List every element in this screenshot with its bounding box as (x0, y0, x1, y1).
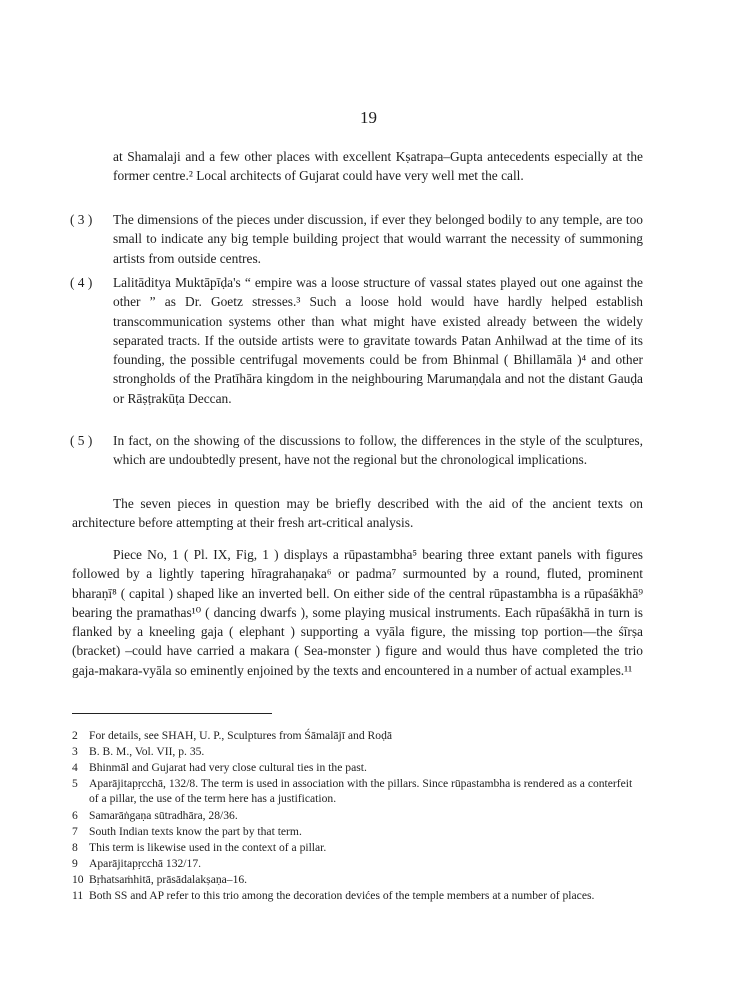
piece-one-paragraph: Piece No, 1 ( Pl. IX, Fig, 1 ) displays a rūpastambha⁵ bearing three extant panels with figures followed by a lightly tapering hīragrahaṇaka⁶ or padma⁷ surmounted by a round, fluted, prominent bharaṇī⁸ ( capital ) shaped like an inverted bell. On either side of the central rūpastambha is a rūpaśākhā⁹ bearing the pramathas¹⁰ ( dancing dwarfs ), some playing musical instruments. Each rūpaśākhā in turn is flanked by a kneeling gaja ( elephant ) supporting a vyāla figure, the missing top portion—the śīrṣa (bracket) –could have carried a makara ( Sea-monster ) figure and would thus have completed the trio gaja-makara-vyāla so eminently enjoined by the texts and encountered in a number of actual examples.¹¹ (72, 547, 643, 678)
list-item-number-4: ( 4 ) (70, 275, 93, 290)
intro-paragraph: at Shamalaji and a few other places with excellent Kṣatrapa–Gupta antecedents especially at the former centre.² Local architects of Gujarat could have very well met the call. (113, 149, 643, 184)
footnote-text: This term is likewise used in the context of a pillar. (89, 841, 327, 854)
footnote-number: 7 (72, 825, 78, 838)
footnote-number: 2 (72, 729, 78, 742)
footnote-number: 10 (72, 873, 84, 886)
list-item-text-4: Lalitāditya Muktāpīḍa's “ empire was a loose structure of vassal states played out one against the other ” as Dr. Goetz stresses.³ Such a loose hold would have hardly helped establish transcommunication systems other than what might have existed already between the widely separated tracts. If the outside artists were to gravitate towards Patan Anhilwad at the time of its founding, the possible centrifugal movements could be from Bhinmal ( Bhillamāla )⁴ and other strongholds of the Pratīhāra kingdom in the neighbouring Marumaṇḍala and not the distant Gauḍa or Rāṣṭrakūṭa Deccan. (113, 275, 643, 406)
page-number: 19 (360, 108, 377, 127)
list-item-number-5: ( 5 ) (70, 433, 93, 448)
footnote-text: Samarāṅgaṇa sūtradhāra, 28/36. (89, 809, 238, 822)
footnote-text: Aparājitapṛcchā, 132/8. The term is used in association with the pillars. Since rūpastambha is rendered as a conterfeit of a pillar, the use of the term here has a justification. (89, 777, 633, 806)
footnote-number: 11 (72, 889, 84, 902)
footnote-divider (72, 713, 272, 714)
footnote-number: 4 (72, 761, 78, 774)
footnote-text: Bṛhatsaṁhitā, prāsādalakṣaṇa–16. (89, 873, 248, 886)
footnote-number: 3 (72, 745, 78, 758)
footnote-text: Bhinmāl and Gujarat had very close cultural ties in the past. (89, 761, 367, 774)
footnote-text: South Indian texts know the part by that term. (89, 825, 302, 838)
footnote-number: 6 (72, 809, 78, 822)
list-item-text-3: The dimensions of the pieces under discussion, if ever they belonged bodily to any temple, are too small to indicate any big temple building project that would warrant the necessity of summoning artists from outside centres. (113, 212, 643, 266)
list-item-text-5: In fact, on the showing of the discussions to follow, the differences in the style of the sculptures, which are undoubtedly present, have not the regional but the chronological implications. (113, 433, 643, 468)
seven-pieces-paragraph: The seven pieces in question may be briefly described with the aid of the ancient texts on architecture before attempting at their fresh art-critical analysis. (72, 496, 643, 531)
footnote-number: 8 (72, 841, 78, 854)
footnote-text: For details, see SHAH, U. P., Sculptures from Śāmalājī and Roḍā (89, 729, 393, 742)
footnote-text: Both SS and AP refer to this trio among the decoration devićes of the temple members at a number of places. (89, 889, 595, 902)
footnote-number: 9 (72, 857, 78, 870)
footnote-text: Aparājitapṛcchā 132/17. (89, 857, 202, 870)
list-item-number-3: ( 3 ) (70, 212, 93, 227)
footnote-text: B. B. M., Vol. VII, p. 35. (89, 745, 205, 758)
footnote-number: 5 (72, 777, 78, 790)
